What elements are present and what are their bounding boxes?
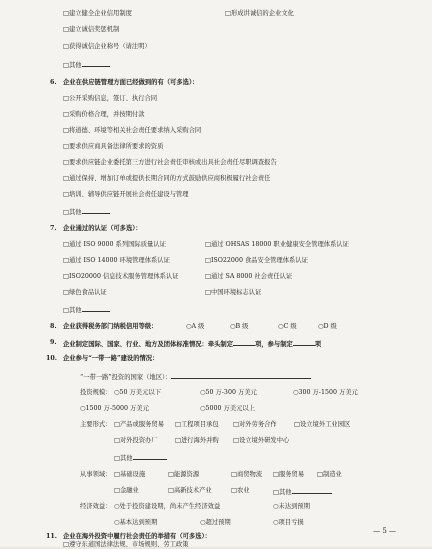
field-option[interactable]: □服务贸易 (273, 471, 305, 478)
option-reward-mechanism[interactable]: □建立诚信奖惩机制 (63, 26, 120, 33)
q6-option[interactable]: □培训、辅导供应链开展社会责任建设与管理 (63, 191, 189, 198)
form-option[interactable]: □工程项目承包 (175, 421, 219, 428)
field-option[interactable]: □能源资源 (168, 471, 200, 478)
econ-option[interactable]: ○超过预期 (200, 519, 231, 526)
country-field[interactable] (171, 372, 311, 379)
question-6-title: 企业在供应链管理方面已经做到的有（可多选）： (63, 79, 199, 86)
question-8-text: 企业获得税务部门纳税信用等级： (63, 323, 158, 330)
form-option[interactable]: □进行海外并购 (175, 437, 219, 444)
form-option[interactable]: □产品或服务贸易 (114, 421, 165, 428)
field-option-other[interactable]: □其他 (273, 487, 332, 497)
econ-option[interactable]: ○项目亏损 (273, 519, 304, 526)
form-label: 主要形式： (80, 421, 112, 428)
invest-label: 投资规模： (80, 389, 112, 396)
field-option[interactable]: □基础设施 (114, 471, 146, 478)
invest-option[interactable]: ○300 万-1500 万美元 (293, 389, 358, 396)
form-option[interactable]: □对外投资办厂 (114, 437, 158, 444)
question-9-number: 9. (50, 339, 57, 346)
field-option[interactable]: □商贸物流 (231, 471, 263, 478)
page-number: — 5 — (373, 527, 396, 535)
econ-option[interactable]: ○基本达到预期 (114, 519, 158, 526)
q6-option[interactable]: □采购价格合理，并按期付款 (63, 111, 145, 118)
field-option[interactable]: □高新技术产业 (168, 487, 212, 494)
field-option[interactable]: □制造业 (317, 471, 342, 478)
invest-option[interactable]: ○5000 万美元以上 (200, 405, 256, 412)
q7-option[interactable]: □ISO22000 食品安全管理体系认证 (205, 257, 308, 264)
question-6-number: 6. (50, 79, 57, 86)
option-honor-title[interactable]: □获得诚信企业称号（请注明） (63, 43, 151, 50)
q7-option[interactable]: □通过 ISO 14000 环境管理体系认证 (63, 257, 170, 264)
q10-country-row: “一带一路”投资的国家（地区）： (80, 372, 311, 382)
q8-option-b[interactable]: ○B 级 (230, 323, 249, 330)
q6-option[interactable]: □要求供应商具备法律所要求的资质 (63, 143, 164, 150)
q7-option[interactable]: □ISO20000 信息技术服务管理体系认证 (63, 273, 179, 280)
option-credit-system[interactable]: □建立健全企业信用制度 (63, 10, 132, 17)
q8-option-c[interactable]: ○C 级 (278, 323, 297, 330)
q8-option-d[interactable]: ○D 级 (318, 323, 337, 330)
q7-option[interactable]: □通过 OHSAS 18000 职业健康安全管理体系认证 (205, 241, 349, 248)
form-option[interactable]: □对外劳务合作 (233, 421, 277, 428)
q6-option[interactable]: □要求供应链企业委托第三方进行社会责任审核或出具社会责任尽职调查报告 (63, 159, 277, 166)
econ-option[interactable]: ○未达到预期 (273, 503, 310, 510)
field-option[interactable]: □农业 (231, 487, 250, 494)
form-option[interactable]: □设立境外工业园区 (294, 421, 351, 428)
q7-option[interactable]: □通过 ISO 9000 系列国际质量认证 (63, 241, 166, 248)
question-10-number: 10. (46, 355, 57, 362)
option-top-other[interactable]: □其他 (63, 60, 110, 70)
invest-option[interactable]: ○1500 万-5000 万美元 (80, 405, 149, 412)
form-option[interactable]: □设立境外研发中心 (233, 437, 290, 444)
question-8-number: 8. (50, 323, 57, 330)
q6-option[interactable]: □将道德、环境等相关社会责任要求纳入采购合同 (63, 127, 202, 134)
form-option-other[interactable]: □其他 (114, 453, 167, 463)
q7-option[interactable]: □通过 SA 8000 社会责任认证 (205, 273, 293, 280)
q8-option-a[interactable]: ○A 级 (186, 323, 205, 330)
econ-option[interactable]: ○处于投资建设期，尚未产生经济效益 (114, 503, 221, 510)
question-11-number: 11. (46, 533, 57, 540)
field-option[interactable]: □金融业 (114, 487, 139, 494)
econ-label: 经济效益： (80, 503, 112, 510)
option-credit-culture[interactable]: □形成讲诚信的企业文化 (225, 10, 294, 17)
q7-option[interactable]: □中国环境标志认证 (205, 289, 262, 296)
question-7-number: 7. (50, 225, 57, 232)
q6-option[interactable]: □通过保持、增加订单或提供长期合同的方式鼓励供应商积极履行社会责任 (63, 175, 271, 182)
question-11-title: 企业在海外投资中履行社会责任的举措有（可多选）： (63, 533, 211, 540)
q6-option[interactable]: □公开采购信息，签订、执行合同 (63, 95, 158, 102)
field-label: 从事领域： (80, 471, 112, 478)
lead-count-field[interactable] (233, 339, 255, 346)
q11-option[interactable]: □遵守东道国法律法规、市场规则、劳工政策 (63, 541, 189, 548)
question-9-text: 企业制定国际、国家、行业、地方及团体标准情况：牵头制定 项，参与制定 项 (63, 341, 322, 348)
question-10-title: 企业参与“一带一路”建设的情况： (63, 355, 159, 362)
q7-option[interactable]: □绿色食品认证 (63, 289, 107, 296)
q6-option-other[interactable]: □其他 (63, 207, 110, 217)
invest-option[interactable]: ○50 万-300 万美元 (200, 389, 257, 396)
q7-option-other[interactable]: □其他 (63, 305, 110, 315)
question-7-title: 企业通过的认证（可多选）： (63, 225, 142, 232)
participate-count-field[interactable] (293, 339, 315, 346)
invest-option[interactable]: ○50 万美元以下 (114, 389, 161, 396)
